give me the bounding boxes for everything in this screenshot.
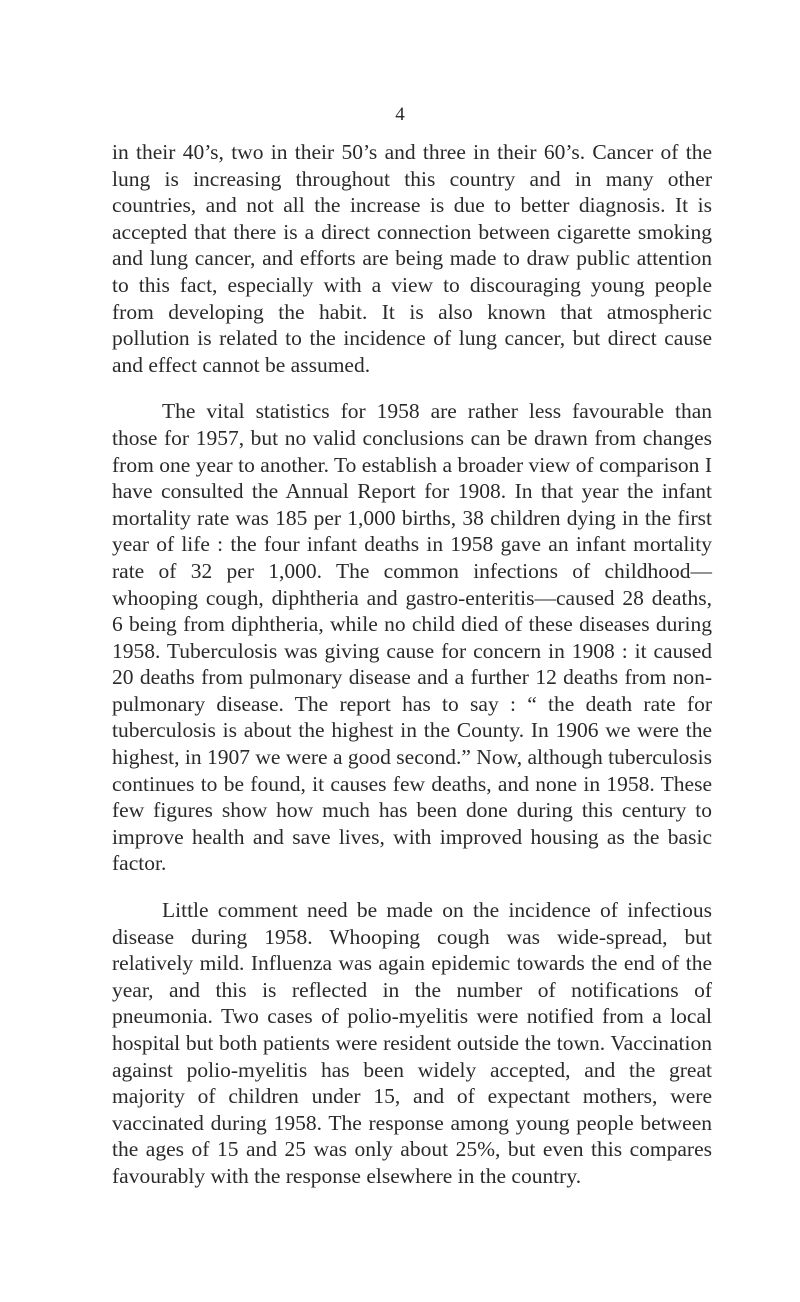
paragraph-lung-cancer: in their 40’s, two in their 50’s and three in their 60’s. Cancer of the lung is increasing throughout this country and in many other countries, and not all the increase is due to better diagnosis. It is accepted that there is a direct connection between cigarette smoking and lung cancer, and efforts are being made to draw public attention to this fact, especially with a view to discouraging young people from developing the habit. It is also known that atmospheric pollution is related to the incidence of lung cancer, but direct cause and effect cannot be assumed. (112, 140, 712, 377)
page-body (112, 139, 712, 1190)
paragraph-vital-statistics: The vital statistics for 1958 are rather less favourable than those for 1957, but no valid conclusions can be drawn from changes from one year to another. To establish a broader view of comparison I have consulted the Annual Report for 1908. In that year the infant mortality rate was 185 per 1,000 births, 38 children dying in the first year of life : the four infant deaths in 1958 gave an infant mortality rate of 32 per 1,000. The common infections of childhood— whooping cough, diphtheria and gastro-enteritis—caused 28 deaths, 6 being from diphtheria, while no child died of these diseases during 1958. Tuberculosis was giving cause for concern in 1908 : it caused 20 deaths from pulmonary disease and a further 12 deaths from non-pulmonary disease. The report has to say : “ the death rate for tuberculosis is about the highest in the County. In 1906 we were the highest, in 1907 we were a good second.” Now, although tuberculosis continues to be found, it causes few deaths, and none in 1958. These few figures show how much has been done during this century to improve health and save lives, with improved housing as the basic factor. (112, 399, 712, 876)
paragraph-gap (112, 877, 712, 897)
page-number: 4 (395, 104, 405, 125)
paragraph-gap (112, 378, 712, 398)
paragraph-infectious-disease: Little comment need be made on the incidence of infectious disease during 1958. Whooping cough was wide-spread, but relatively mild. Influenza was again epidemic towards the end of the year, and this is reflected in the number of notifications of pneumonia. Two cases of polio-myelitis were notified from a local hospital but both patients were resident outside the town. Vaccination against polio-myelitis has been widely accepted, and the great majority of children under 15, and of expectant mothers, were vaccinated during 1958. The response among young people between the ages of 15 and 25 was only about 25%, but even this compares favourably with the response elsewhere in the country. (112, 898, 712, 1188)
